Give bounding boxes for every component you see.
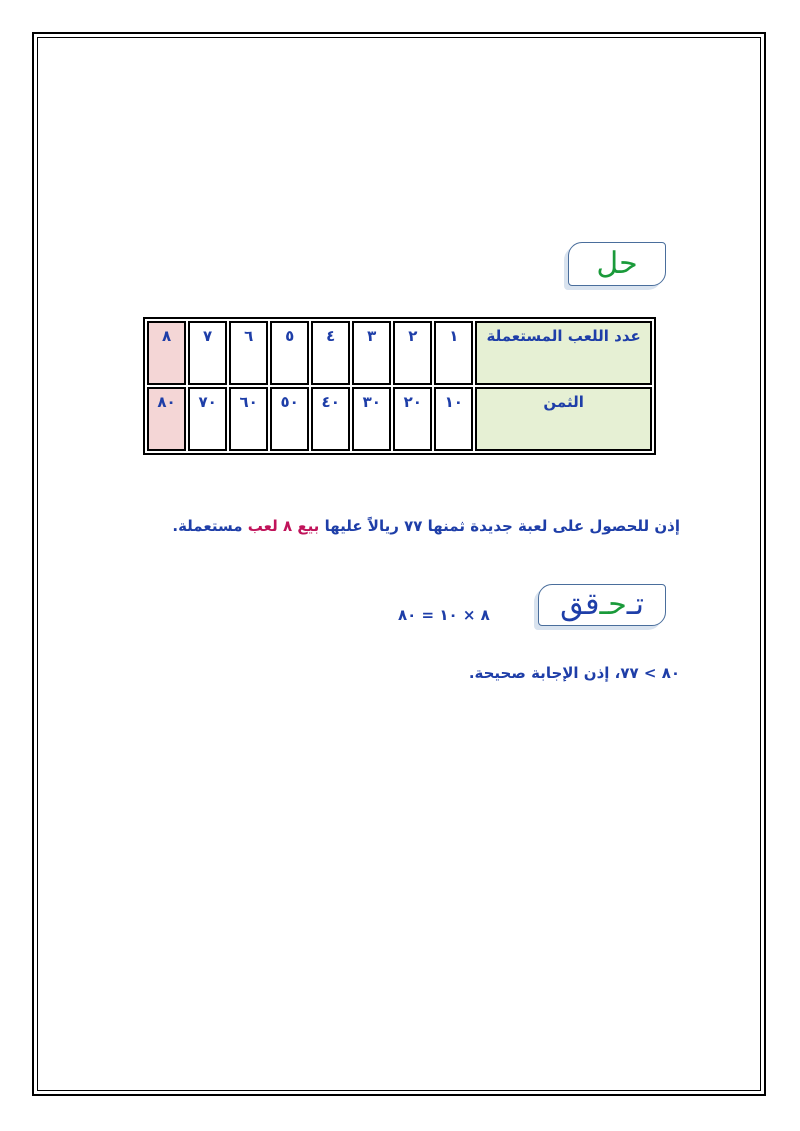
check-label-part3: قق — [560, 587, 600, 622]
conclusion-part1: إذن للحصول على لعبة جديدة ثمنها ٧٧ ريالاً عليها — [324, 517, 680, 535]
toys-price-table — [143, 317, 656, 455]
check-label-part2: حـ — [599, 587, 627, 622]
row-header-price: الثمن — [475, 387, 652, 451]
check-label-part1: تـ — [626, 587, 644, 622]
price-cell: ٢٠ — [393, 387, 432, 451]
price-cell-highlighted: ٨٠ — [147, 387, 186, 451]
price-cell: ٥٠ — [270, 387, 309, 451]
price-cell: ٦٠ — [229, 387, 268, 451]
conclusion-part2: بيع ٨ لعب — [247, 517, 320, 535]
price-cell: ٣٠ — [352, 387, 391, 451]
solution-label — [568, 242, 666, 286]
count-cell: ٢ — [393, 321, 432, 385]
check-label — [538, 584, 666, 626]
conclusion-text — [80, 517, 680, 535]
verification-text: ٨٠ > ٧٧، إذن الإجابة صحيحة. — [468, 664, 680, 682]
count-cell: ٦ — [229, 321, 268, 385]
count-cell: ١ — [434, 321, 473, 385]
check-equation: ٨ × ١٠ = ٨٠ — [398, 606, 490, 624]
count-cell: ٥ — [270, 321, 309, 385]
table-row-price — [147, 387, 652, 451]
row-header-count: عدد اللعب المستعملة — [475, 321, 652, 385]
conclusion-part3: مستعملة. — [172, 517, 243, 535]
price-cell: ١٠ — [434, 387, 473, 451]
count-cell: ٤ — [311, 321, 350, 385]
table-row-count — [147, 321, 652, 385]
count-cell: ٣ — [352, 321, 391, 385]
count-cell: ٧ — [188, 321, 227, 385]
price-cell: ٤٠ — [311, 387, 350, 451]
count-cell-highlighted: ٨ — [147, 321, 186, 385]
price-cell: ٧٠ — [188, 387, 227, 451]
page-border-inner — [37, 37, 761, 1091]
solution-label-text: حل — [596, 246, 638, 281]
